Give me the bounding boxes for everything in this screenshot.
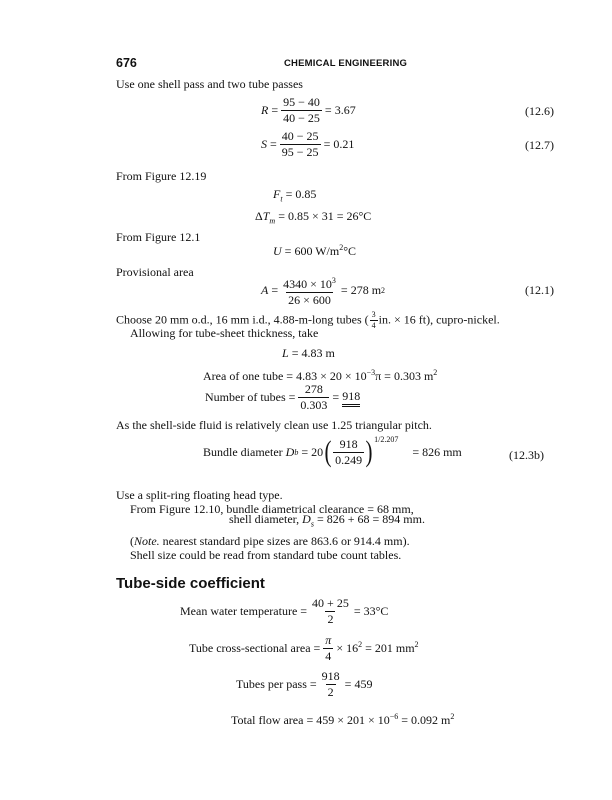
equation-Ft: $F_t = 0.85$ bbox=[273, 187, 317, 204]
eq-flow-exp: −6 bbox=[389, 712, 399, 721]
eqno-12-6: (12.6) bbox=[525, 104, 554, 118]
eq-mean-rhs: = 33°C bbox=[353, 604, 389, 618]
eq-area-tube-mid: π = 0.303 m bbox=[375, 369, 434, 383]
eq-ntubes-rhs: 918 bbox=[342, 389, 360, 407]
text-from-fig-12-10: From Figure 12.10, bundle diametrical clearance = 68 mm, bbox=[130, 502, 414, 516]
eq-U-exp: 2 bbox=[339, 243, 344, 252]
eq-ntubes-den: 0.303 bbox=[300, 398, 328, 412]
eq-A-den: 26 × 600 bbox=[288, 293, 331, 307]
text-from-fig-12-1: From Figure 12.1 bbox=[116, 230, 201, 244]
eq-flow-end: = 0.092 m bbox=[401, 713, 451, 727]
equation-tubes-per-pass bbox=[236, 670, 372, 699]
eq-mean-num: 40 + 25 bbox=[312, 596, 349, 610]
text-provisional-area: Provisional area bbox=[116, 265, 194, 279]
eq-R-num: 95 − 40 bbox=[283, 95, 320, 109]
note-label: Note. bbox=[134, 534, 160, 548]
text-intro: Use one shell pass and two tube passes bbox=[116, 77, 303, 91]
eq-area-tube-exp2: 2 bbox=[433, 368, 438, 377]
eq-S-num: 40 − 25 bbox=[281, 129, 319, 143]
text-split-ring: Use a split-ring floating head type. bbox=[116, 488, 283, 502]
equation-bundle-diameter: Bundle diameter D b = 20 ( $\frac{918}{0.249}$ ) $^{1/2.207}$ = 826 mm bbox=[203, 435, 462, 468]
eq-cross-den: 4 bbox=[325, 649, 332, 663]
running-title: CHEMICAL ENGINEERING bbox=[284, 58, 408, 69]
equation-R: R = $\frac{95 - 40}{40 - 25}$ = 3.67 bbox=[261, 95, 356, 125]
eq-S-lhs: S bbox=[261, 137, 267, 151]
eq-perpass-den: 2 bbox=[327, 685, 334, 699]
choose-text-start: Choose 20 mm o.d., 16 mm i.d., 4.88-m-long tubes ( bbox=[116, 312, 369, 327]
eq-R-den: 40 − 25 bbox=[283, 111, 320, 125]
eq-flow-exp2: 2 bbox=[450, 712, 455, 721]
eq-cross-rhs2: = 201 mm bbox=[365, 641, 415, 655]
equation-area-one-tube bbox=[203, 366, 437, 383]
eqno-12-7: (12.7) bbox=[525, 138, 554, 152]
eq-perpass-num: 918 bbox=[321, 669, 340, 683]
section-title: Tube-side coefficient bbox=[116, 575, 265, 592]
eq-shell-rhs: = 826 + 68 = 894 mm. bbox=[316, 512, 425, 526]
equation-A: A = $\frac{4340 \times 10^3}{26 \times 600}$ = 278 m 2 bbox=[261, 276, 386, 307]
eq-mean-den: 2 bbox=[327, 612, 334, 626]
eq-cross-num: π bbox=[325, 633, 332, 647]
text-shell-fluid: As the shell-side fluid is relatively clean use 1.25 triangular pitch. bbox=[116, 418, 432, 432]
choose-text-end: in. × 16 ft), cupro-nickel. bbox=[378, 312, 500, 327]
eq-A-num: 4340 × 10 bbox=[283, 277, 332, 291]
eq-ntubes-label: Number of tubes = bbox=[205, 390, 296, 404]
eq-U-unit: °C bbox=[343, 244, 357, 258]
equation-total-flow-area bbox=[231, 710, 454, 727]
eq-A-num-exp: 3 bbox=[331, 276, 336, 285]
eq-perpass-label: Tubes per pass = bbox=[236, 677, 317, 691]
eq-shell-label: shell diameter, bbox=[229, 512, 300, 526]
eq-cross-rhs: × 16 bbox=[336, 641, 359, 655]
eq-bundle-num: 918 bbox=[339, 436, 358, 451]
equation-cross-area bbox=[189, 634, 419, 663]
eq-bundle-exp: 1/2.207 bbox=[374, 435, 399, 444]
eq-A-lhs: A bbox=[261, 283, 269, 297]
eq-cross-exp2: 2 bbox=[414, 640, 419, 649]
equation-dTm: $\Delta T_m = 0.85 \times 31 = 26^\circ C$ bbox=[255, 209, 372, 226]
equation-shell-diameter: shell diameter, $D_s = 826 + 68 = 894$ mm. bbox=[229, 512, 425, 529]
eq-R-lhs: R bbox=[261, 103, 269, 117]
eq-A-rhs: 278 m bbox=[350, 283, 382, 297]
eq-L-text: = 4.83 m bbox=[291, 346, 335, 360]
text-note: (Note. nearest standard pipe sizes are 863.6 or 914.4 mm). bbox=[130, 534, 410, 548]
eq-U-text: = 600 W/m bbox=[284, 244, 340, 258]
eqno-12-3b: (12.3b) bbox=[509, 448, 544, 462]
eq-dTm-text: = 0.85 × 31 = 26°C bbox=[278, 209, 372, 223]
eq-Ft-text: = 0.85 bbox=[285, 187, 317, 201]
eq-R-rhs: 3.67 bbox=[334, 103, 356, 117]
eq-cross-label: Tube cross-sectional area = bbox=[189, 641, 321, 655]
eq-S-rhs: 0.21 bbox=[333, 137, 355, 151]
eqno-12-1: (12.1) bbox=[525, 283, 554, 297]
eq-ntubes-num: 278 bbox=[304, 382, 323, 396]
equation-S: S = $\frac{40 - 25}{95 - 25}$ = 0.21 bbox=[261, 129, 355, 159]
eq-cross-exp: 2 bbox=[358, 640, 363, 649]
eq-bundle-label: Bundle diameter bbox=[203, 444, 283, 459]
eq-bundle-den: 0.249 bbox=[335, 452, 363, 467]
eq-area-tube-text: Area of one tube = 4.83 × 20 × 10 bbox=[203, 369, 367, 383]
equation-number-of-tubes: Number of tubes = $\frac{278}{0.303}$ = 918 bbox=[205, 382, 361, 412]
equation-U: U = 600 $W/m^2^\circ C$ bbox=[273, 243, 357, 258]
page-number: 676 bbox=[116, 56, 137, 70]
eq-bundle-rhs: = 826 mm bbox=[412, 444, 462, 459]
note-text: nearest standard pipe sizes are 863.6 or 914.4 mm). bbox=[159, 534, 410, 548]
frac-34-num: 3 bbox=[371, 310, 376, 319]
eq-A-rhs-exp: 2 bbox=[381, 286, 386, 295]
eq-perpass-rhs: = 459 bbox=[344, 677, 373, 691]
text-shell-size: Shell size could be read from standard tube count tables. bbox=[130, 548, 402, 562]
eq-bundle-pre: = 20 bbox=[301, 444, 324, 459]
frac-34-den: 4 bbox=[371, 321, 376, 330]
text-from-fig-12-19: From Figure 12.19 bbox=[116, 169, 207, 183]
equation-L: L = 4.83 m bbox=[282, 346, 335, 360]
eq-mean-label: Mean water temperature = bbox=[180, 604, 308, 618]
equation-mean-water-temp bbox=[180, 597, 388, 626]
eq-S-den: 95 − 25 bbox=[281, 145, 319, 159]
text-allowing: Allowing for tube-sheet thickness, take bbox=[130, 326, 319, 340]
eq-area-tube-exp: −3 bbox=[366, 368, 376, 377]
eq-flow-text: Total flow area = 459 × 201 × 10 bbox=[231, 713, 390, 727]
